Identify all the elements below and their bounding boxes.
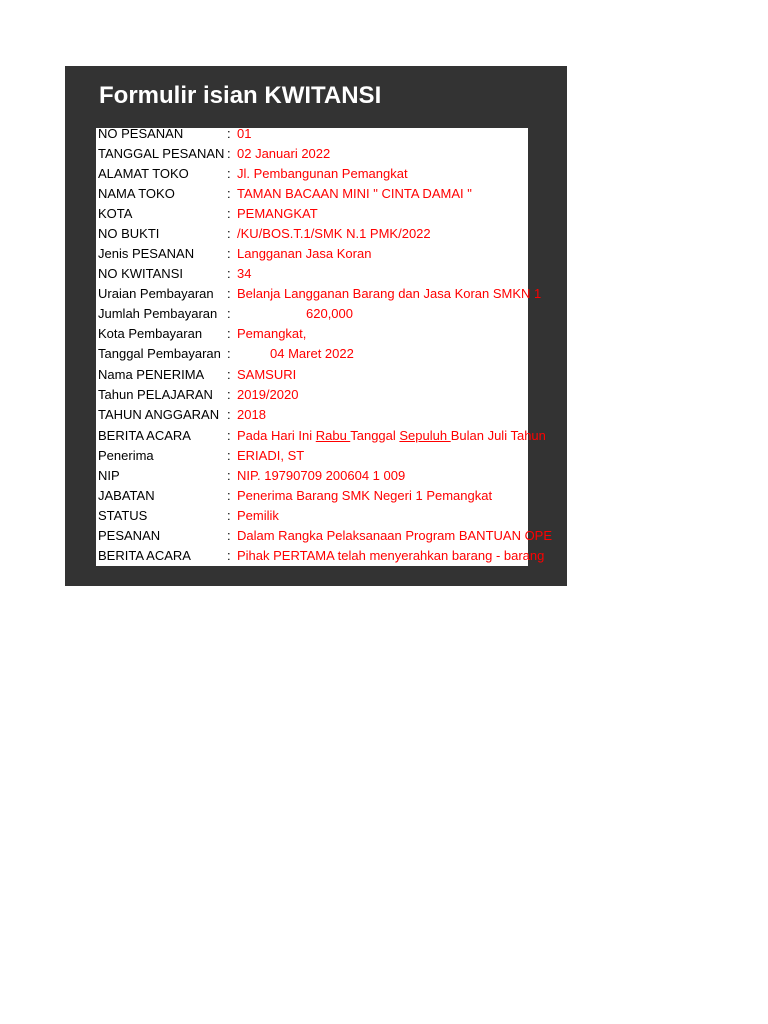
field-colon: : [227, 448, 231, 463]
field-value[interactable]: ERIADI, ST [237, 448, 305, 463]
field-label: TAHUN ANGGARAN [98, 407, 220, 422]
field-colon: : [227, 306, 231, 321]
form-panel [65, 66, 567, 586]
field-value[interactable]: Penerima Barang SMK Negeri 1 Pemangkat [237, 488, 493, 503]
value-part: Tanggal [350, 428, 400, 443]
field-label: Jenis PESANAN [98, 246, 195, 261]
field-label: NAMA TOKO [98, 186, 175, 201]
field-label: NO PESANAN [98, 126, 184, 141]
field-value[interactable]: 620,000 [306, 306, 353, 321]
field-label: BERITA ACARA [98, 548, 191, 563]
field-colon: : [227, 346, 231, 361]
field-label: JABATAN [98, 488, 155, 503]
field-value[interactable]: NIP. 19790709 200604 1 009 [237, 468, 406, 483]
field-value[interactable]: /KU/BOS.T.1/SMK N.1 PMK/2022 [237, 226, 431, 241]
field-value[interactable]: Pihak PERTAMA telah menyerahkan barang - barang [237, 548, 545, 563]
form-sheet [96, 126, 553, 566]
field-label: PESANAN [98, 528, 161, 543]
field-colon: : [227, 387, 231, 402]
field-colon: : [227, 266, 231, 281]
field-value[interactable]: Pemangkat, [237, 326, 307, 341]
field-colon: : [227, 186, 231, 201]
field-value[interactable]: Belanja Langganan Barang dan Jasa Koran SMKN 1 [237, 286, 542, 301]
field-colon: : [227, 226, 231, 241]
value-part-day: Rabu [315, 428, 351, 443]
field-value[interactable]: 02 Januari 2022 [237, 146, 331, 161]
field-label: Nama PENERIMA [98, 367, 205, 382]
field-label: STATUS [98, 508, 148, 523]
field-label: Penerima [98, 448, 154, 463]
field-value[interactable]: TAMAN BACAAN MINI " CINTA DAMAI " [237, 186, 472, 201]
field-value[interactable]: 2018 [237, 407, 266, 422]
field-colon: : [227, 326, 231, 341]
field-value[interactable]: 34 [237, 266, 252, 281]
field-value[interactable]: Dalam Rangka Pelaksanaan Program BANTUAN OPE [237, 528, 553, 543]
field-value[interactable]: PEMANGKAT [237, 206, 318, 221]
field-label: BERITA ACARA [98, 428, 191, 443]
field-value[interactable]: Pemilik [237, 508, 279, 523]
field-value[interactable]: 04 Maret 2022 [270, 346, 354, 361]
field-value[interactable]: SAMSURI [237, 367, 297, 382]
field-colon: : [227, 407, 231, 422]
field-value[interactable]: 01 [237, 126, 252, 141]
value-part: Pada Hari Ini [237, 428, 316, 443]
field-colon: : [227, 528, 231, 543]
field-label: Jumlah Pembayaran [98, 306, 218, 321]
field-colon: : [227, 488, 231, 503]
field-colon: : [227, 428, 231, 443]
field-label: NO KWITANSI [98, 266, 183, 281]
value-part-date: Sepuluh [399, 428, 451, 443]
field-label: Tanggal Pembayaran [98, 346, 221, 361]
field-colon: : [227, 468, 231, 483]
field-value[interactable]: 2019/2020 [237, 387, 299, 402]
field-label: NIP [98, 468, 120, 483]
value-part: Bulan Juli Tahun [450, 428, 546, 443]
field-label: NO BUKTI [98, 226, 160, 241]
field-colon: : [227, 166, 231, 181]
field-colon: : [227, 367, 231, 382]
field-label: KOTA [98, 206, 133, 221]
field-label: Kota Pembayaran [98, 326, 203, 341]
field-colon: : [227, 126, 231, 141]
field-colon: : [227, 206, 231, 221]
field-colon: : [227, 286, 231, 301]
field-label: ALAMAT TOKO [98, 166, 189, 181]
field-label: Tahun PELAJARAN [98, 387, 213, 402]
field-label: TANGGAL PESANAN [98, 146, 225, 161]
field-value[interactable] [237, 426, 546, 446]
field-colon: : [227, 246, 231, 261]
field-colon: : [227, 146, 231, 161]
form-title: Formulir isian KWITANSI [99, 82, 382, 109]
field-label: Uraian Pembayaran [98, 286, 214, 301]
field-colon: : [227, 508, 231, 523]
field-value[interactable]: Jl. Pembangunan Pemangkat [237, 166, 408, 181]
field-colon: : [227, 548, 231, 563]
field-value[interactable]: Langganan Jasa Koran [237, 246, 372, 261]
